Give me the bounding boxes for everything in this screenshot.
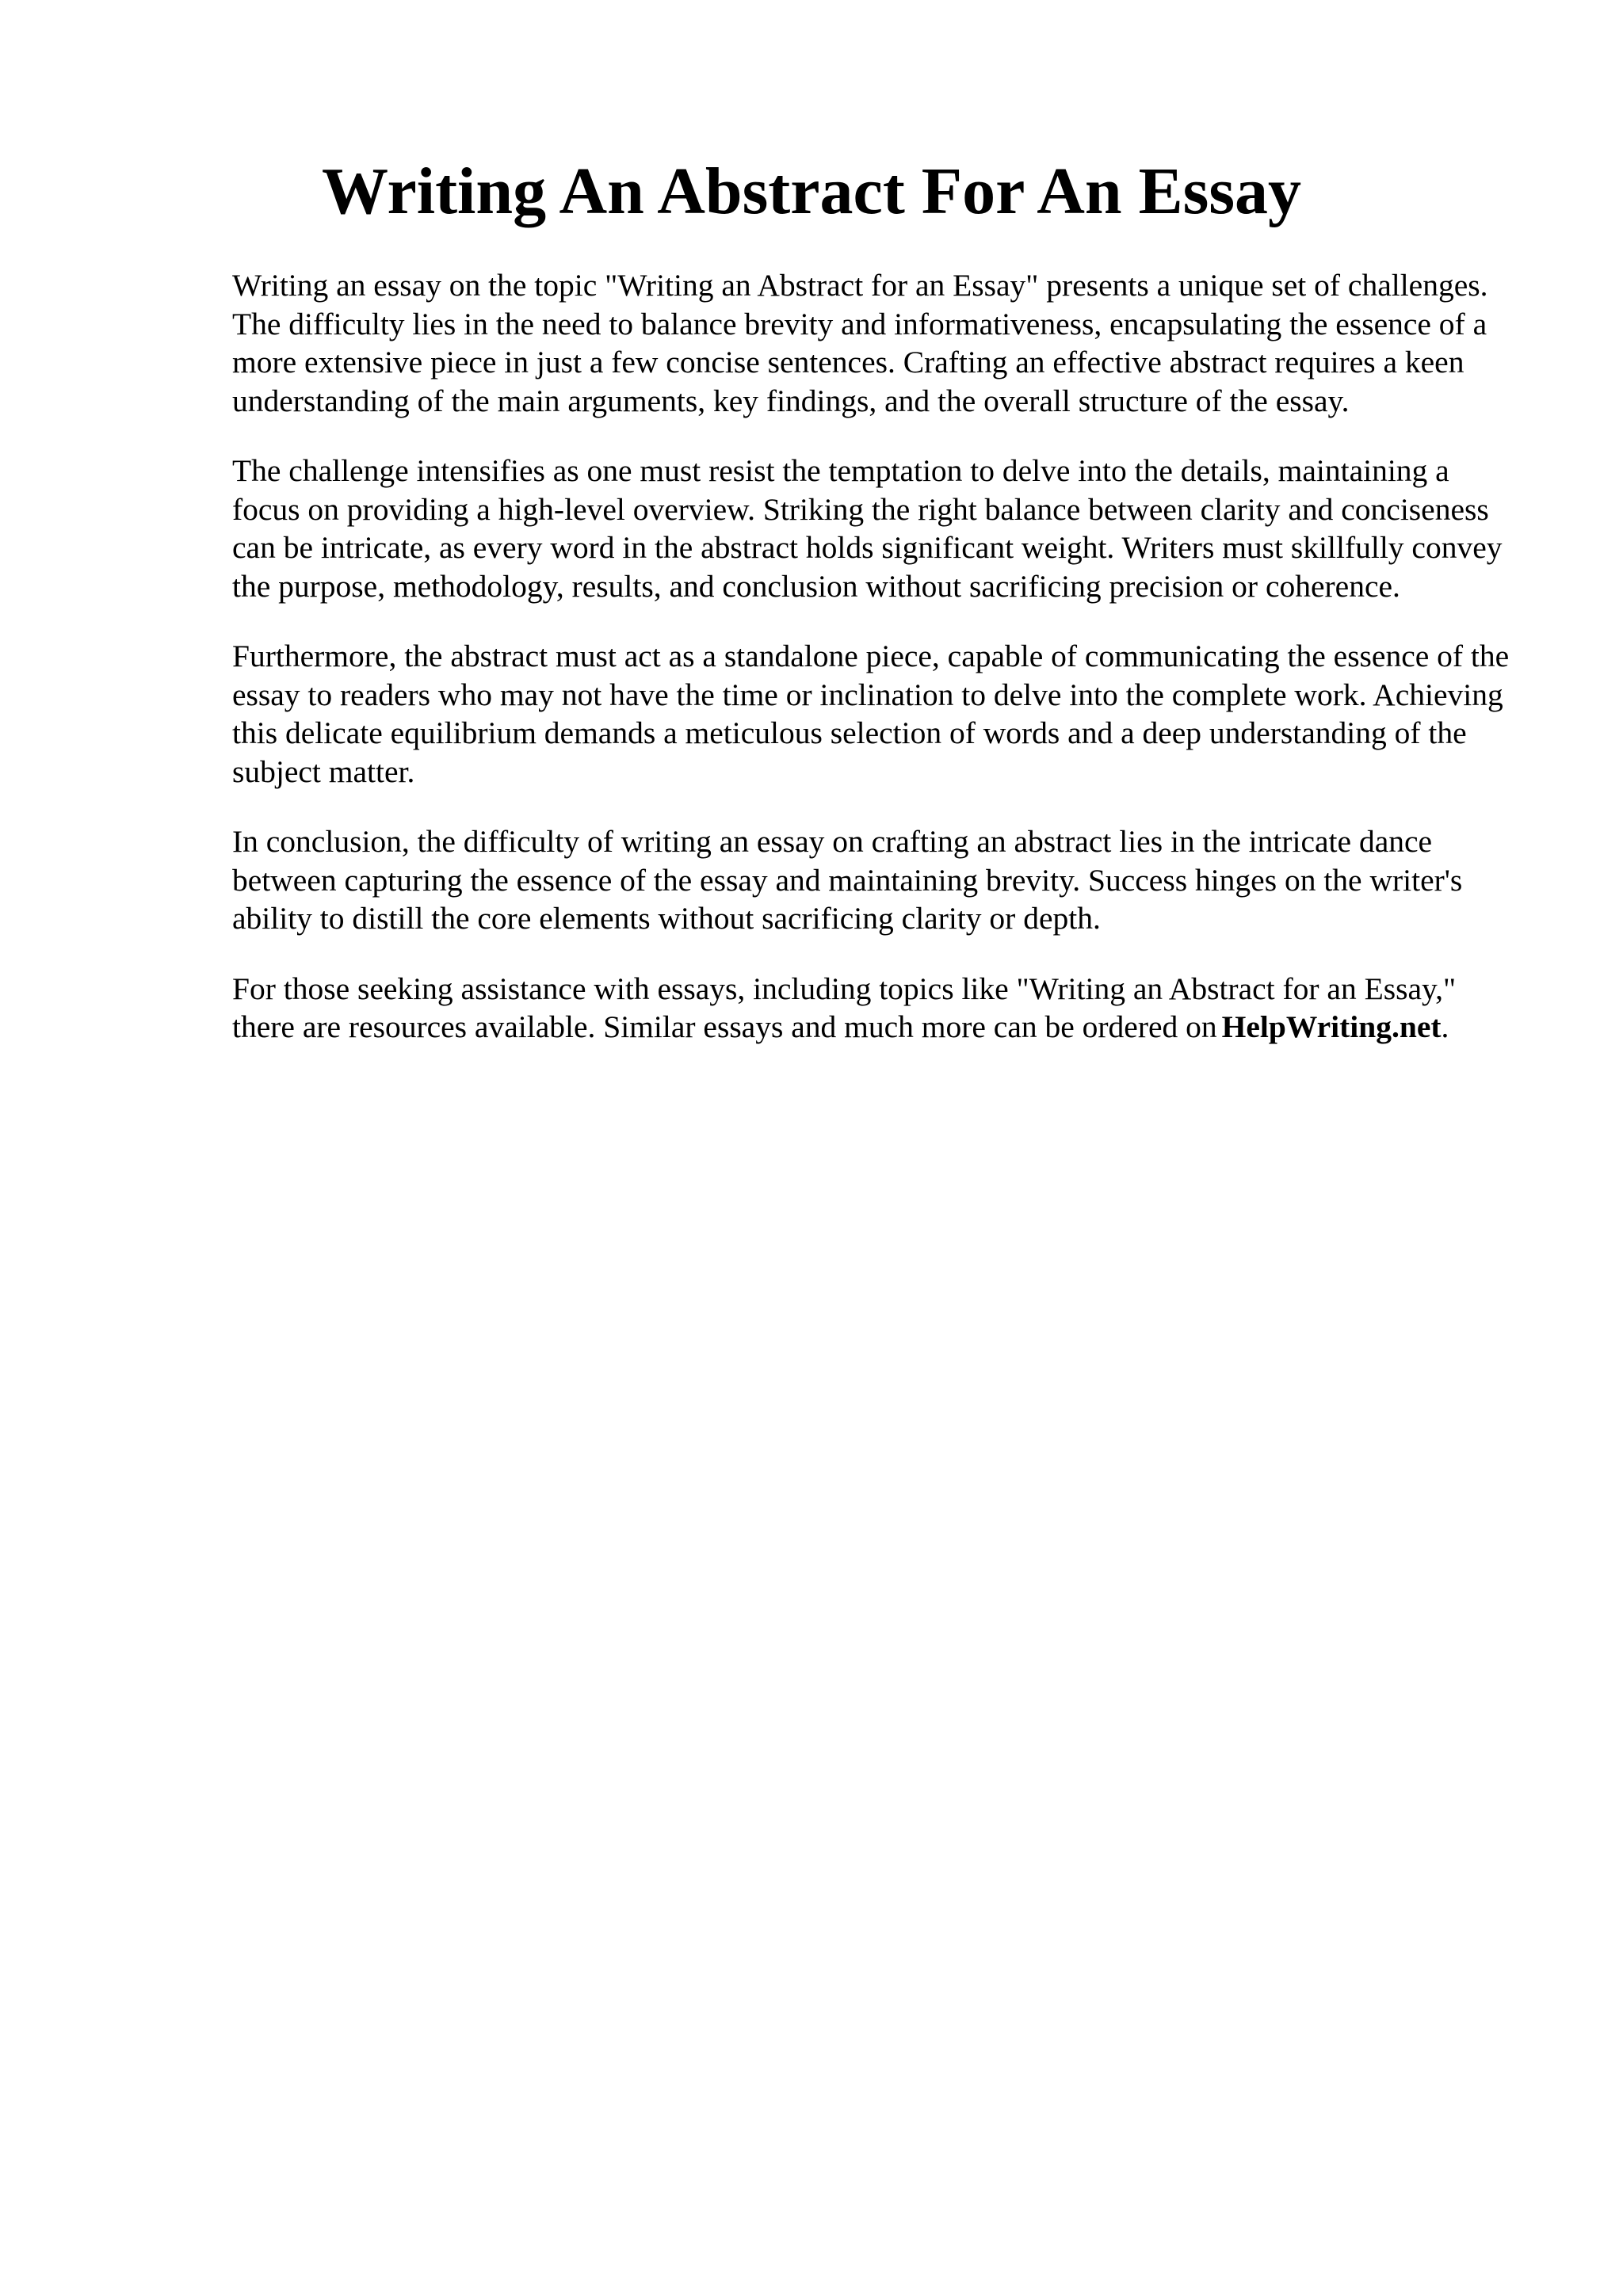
closing-text: For those seeking assistance with essays, including topics like "Writing an Abstract for an Essay," there are resources available. Similar essays and much more can be ordered on — [232, 971, 1457, 1044]
page-title: Writing An Abstract For An Essay — [321, 154, 1302, 228]
closing-period: . — [1441, 1009, 1449, 1044]
paragraph-2: The challenge intensifies as one must resist the temptation to delve into the details, maintaining a focus on providing a high-level overview. Striking the right balance between clarity and conciseness can be intricate, as every word in the abstract holds significant weight. Writers must skillfully convey the purpose, methodology, results, and conclusion without sacrificing precision or coherence. — [232, 453, 1503, 604]
helpwriting-link[interactable]: HelpWriting.net — [1221, 1009, 1442, 1044]
essay-body — [232, 266, 1516, 1078]
paragraph-3: Furthermore, the abstract must act as a standalone piece, capable of communicating the essence of the essay to readers who may not have the time or inclination to delve into the complete work. Achieving this delicate equilibrium demands a meticulous selection of words and a deep understanding of the subject matter. — [232, 639, 1510, 789]
closing-paragraph — [232, 970, 1516, 1047]
paragraph-1: Writing an essay on the topic "Writing an Abstract for an Essay" presents a unique set of challenges. The difficulty lies in the need to balance brevity and informativeness, encapsulating the essence of a more extensive piece in just a few concise sentences. Crafting an effective abstract requires a keen understanding of the main arguments, key findings, and the overall structure of the essay. — [232, 268, 1488, 418]
paragraph-4: In conclusion, the difficulty of writing an essay on crafting an abstract lies in the intricate dance between capturing the essence of the essay and maintaining brevity. Success hinges on the writer's ability to distill the core elements without sacrificing clarity or depth. — [232, 824, 1463, 936]
